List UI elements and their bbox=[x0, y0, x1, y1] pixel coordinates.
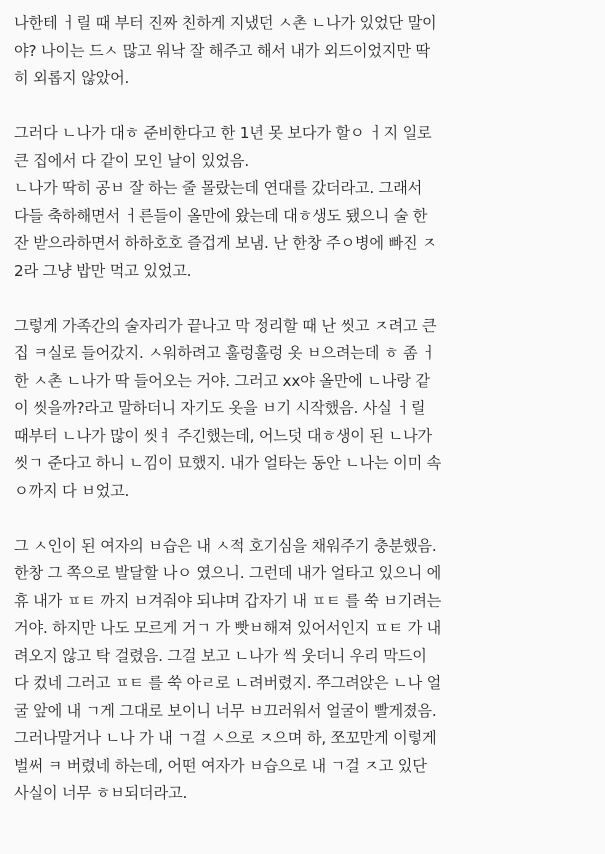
text-line: 그 ㅅ인이 된 여자의 ㅂ습은 내 ㅅ적 호기심을 채워주기 충분했음. bbox=[14, 536, 437, 555]
text-line: 2라 그냥 밥만 먹고 있었고. bbox=[14, 261, 192, 280]
text-line: 벌써 ㅋ 버렸네 하는데, 어떤 여자가 ㅂ습으로 내 ㄱ걸 ㅈ고 있단 bbox=[14, 756, 427, 775]
paragraph-gap bbox=[14, 505, 597, 533]
text-line: 휴 내가 ㅍㅌ 까지 ㅂ겨줘야 되냐며 갑자기 내 ㅍㅌ 를 쑥 ㅂ기려는 bbox=[14, 591, 442, 610]
text-line: 다들 축하해면서 ㅓ른들이 올만에 왔는데 대ㅎ생도 됐으니 술 한 bbox=[14, 206, 428, 225]
text-line: 려오지 않고 탁 걸렸음. 그걸 보고 ㄴ나가 씩 웃더니 우리 막드이 bbox=[14, 646, 427, 665]
text-line: 그러나말거나 ㄴ나 가 내 ㄱ걸 ㅅ으로 ㅈ으며 하, 쪼꼬만게 이렇게 bbox=[14, 729, 437, 747]
text-line: 집 ㅋ실로 들어갔지. ㅅ워하려고 훌렁훌렁 옷 ㅂ으려는데 ㅎ 좀 ㅓ bbox=[14, 344, 437, 362]
text-line: 그렇게 가족간의 술자리가 끝나고 막 정리할 때 난 씻고 ㅈ려고 큰 bbox=[14, 316, 437, 335]
text-line: 사실이 너무 ㅎㅂ되더라고. bbox=[14, 784, 188, 802]
text-line: 때부터 ㄴ나가 많이 씻ㅕ 주긴했는데, 어느덧 대ㅎ생이 된 ㄴ나가 bbox=[14, 426, 432, 445]
text-line: 한 ㅅ촌 ㄴ나가 딱 들어오는 거야. 그러고 xx야 올만에 ㄴ나랑 같 bbox=[14, 371, 430, 390]
text-line: 다 컸네 그러고 ㅍㅌ 를 쑥 아ㄹ로 ㄴ려버렸지. 쭈그려앉은 ㄴ나 얼 bbox=[14, 674, 442, 692]
text-line: 그러다 ㄴ나가 대ㅎ 준비한다고 한 1년 못 보다가 할ㅇ ㅓ지 일로 bbox=[14, 124, 432, 142]
paragraph-1 bbox=[14, 10, 597, 93]
text-line: ㅇ까지 다 ㅂ었고. bbox=[14, 481, 130, 500]
paragraph-2 bbox=[14, 120, 597, 285]
text-line: 한창 그 쪽으로 발달할 나ㅇ 였으니. 그런데 내가 얼타고 있으니 에 bbox=[14, 564, 442, 582]
text-line: 히 외롭지 않았어. bbox=[14, 69, 130, 87]
text-line: 큰 집에서 다 같이 모인 날이 있었음. bbox=[14, 151, 249, 170]
text-line: 씻ㄱ 준다고 하니 ㄴ낌이 묘했지. 내가 얼타는 동안 ㄴ나는 이미 속 bbox=[14, 454, 442, 472]
paragraph-3 bbox=[14, 313, 597, 506]
paragraph-4 bbox=[14, 533, 597, 808]
paragraph-gap bbox=[14, 285, 597, 313]
text-line: 굴 앞에 내 ㄱ게 그대로 보이니 너무 ㅂ끄러워서 얼굴이 빨게졌음. bbox=[14, 701, 437, 720]
text-line: 거야. 하지만 나도 모르게 거ㄱ 가 빳ㅂ해져 있어서인지 ㅍㅌ 가 내 bbox=[14, 619, 442, 637]
text-line: 잔 받으라하면서 하하호호 즐겁게 보냄. 난 한창 주ㅇ병에 빠진 ㅈ bbox=[14, 234, 437, 252]
text-line: 나한테 ㅓ릴 때 부터 진짜 친하게 지냈던 ㅅ촌 ㄴ나가 있었단 말이 bbox=[14, 14, 437, 32]
text-line: 야? 나이는 드ㅅ 많고 워낙 잘 해주고 해서 내가 외드이었지만 딱 bbox=[14, 41, 430, 60]
paragraph-gap bbox=[14, 93, 597, 121]
text-line: ㄴ나가 딱히 공ㅂ 잘 하는 줄 몰랐는데 연대를 갔더라고. 그래서 bbox=[14, 179, 423, 197]
text-line: 이 씻을까?라고 말하더니 자기도 옷을 ㅂ기 시작했음. 사실 ㅓ릴 bbox=[14, 399, 426, 417]
